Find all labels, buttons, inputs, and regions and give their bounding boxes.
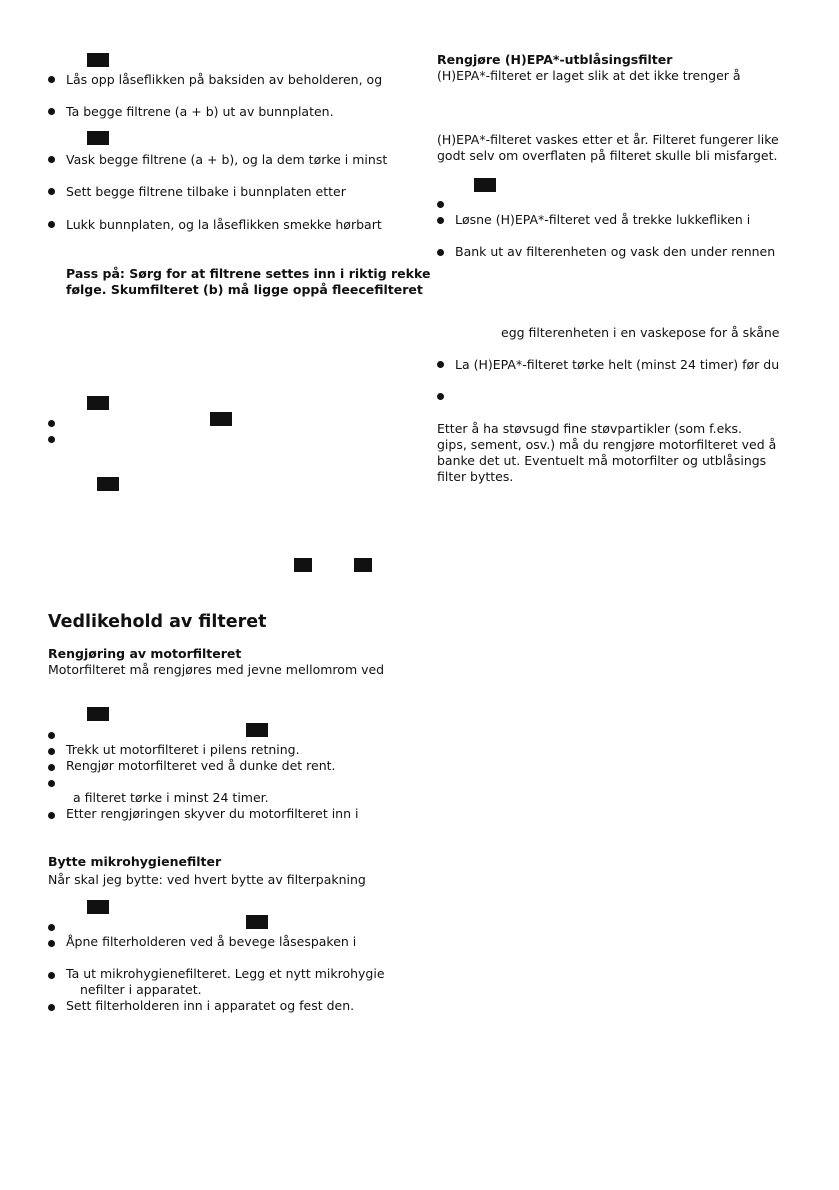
motor-step-pull-out: Trekk ut motorfilteret i pilens retning. [66, 742, 300, 757]
bullet-dot [437, 249, 444, 256]
bullet-dot [48, 748, 55, 755]
micro-filter-title: Bytte mikrohygienefilter [48, 854, 222, 869]
hepa-intro: (H)EPA*-filteret er laget slik at det ikke trenger å [437, 68, 741, 83]
micro-step-replace-line-1: Ta ut mikrohygienefilteret. Legg et nytt mikrohygie [66, 966, 385, 981]
bullet-dot [48, 420, 55, 427]
bullet-dot [48, 188, 55, 195]
hepa-step-loosen: Løsne (H)EPA*-filteret ved å trekke lukkefliken i [455, 212, 751, 227]
section-heading-filter-maintenance: Vedlikehold av filteret [48, 612, 267, 632]
micro-step-replace-line-2: nefilter i apparatet. [80, 982, 202, 997]
hepa-step-wash-bag: egg filterenheten i en vaskepose for å skåne [501, 325, 780, 340]
bullet-dot [48, 940, 55, 947]
bullet-dot [48, 436, 55, 443]
figure-reference-box [474, 178, 496, 192]
bullet-dot [48, 76, 55, 83]
note-order-line-1: Pass på: Sørg for at filtrene settes inn i riktig rekke [66, 266, 431, 281]
bullet-dot [48, 972, 55, 979]
fine-dust-line-1: Etter å ha støvsugd fine støvpartikler (som f.eks. [437, 421, 743, 436]
motor-filter-title: Rengjøring av motorfilteret [48, 646, 242, 661]
micro-step-insert-holder: Sett filterholderen inn i apparatet og fest den. [66, 998, 355, 1013]
bullet-dot [48, 732, 55, 739]
figure-reference-box [87, 707, 109, 721]
bullet-dot [437, 393, 444, 400]
step-unlock-tab: Lås opp låseflikken på baksiden av beholderen, og [66, 72, 383, 87]
note-order-line-2: følge. Skumfilteret (b) må ligge oppå fleecefilteret [66, 282, 423, 297]
bullet-dot [48, 221, 55, 228]
figure-reference-box [87, 900, 109, 914]
step-close-baseplate: Lukk bunnplaten, og la låseflikken smekke hørbart [66, 217, 382, 232]
hepa-wash-line-2: godt selv om overflaten på filteret skulle bli misfarget. [437, 148, 778, 163]
figure-reference-box [246, 723, 268, 737]
figure-reference-box [87, 131, 109, 145]
motor-step-clean: Rengjør motorfilteret ved å dunke det rent. [66, 758, 336, 773]
bullet-dot [48, 764, 55, 771]
bullet-dot [437, 361, 444, 368]
motor-step-reinsert: Etter rengjøringen skyver du motorfilteret inn i [66, 806, 359, 821]
fine-dust-line-2: gips, sement, osv.) må du rengjøre motorfilteret ved å [437, 437, 777, 452]
figure-reference-box [97, 477, 119, 491]
bullet-dot [48, 924, 55, 931]
bullet-dot [48, 1004, 55, 1011]
hepa-step-dry: La (H)EPA*-filteret tørke helt (minst 24 timer) før du [455, 357, 780, 372]
hepa-step-knock-wash: Bank ut av filterenheten og vask den under rennen [455, 244, 776, 259]
bullet-dot [48, 780, 55, 787]
motor-step-dry: a filteret tørke i minst 24 timer. [73, 790, 269, 805]
figure-reference-box [87, 53, 109, 67]
fine-dust-line-3: banke det ut. Eventuelt må motorfilter og utblåsings [437, 453, 767, 468]
bullet-dot [48, 156, 55, 163]
bullet-dot [437, 201, 444, 208]
hepa-wash-line-1: (H)EPA*-filteret vaskes etter et år. Filteret fungerer like [437, 132, 779, 147]
micro-step-open-holder: Åpne filterholderen ved å bevege låsespaken i [66, 934, 357, 949]
hepa-title: Rengjøre (H)EPA*-utblåsingsfilter [437, 52, 673, 67]
micro-filter-intro: Når skal jeg bytte: ved hvert bytte av filterpakning [48, 872, 366, 887]
figure-reference-box [210, 412, 232, 426]
figure-reference-box [294, 558, 312, 572]
bullet-dot [48, 108, 55, 115]
figure-reference-box [354, 558, 372, 572]
step-reinsert-filters: Sett begge filtrene tilbake i bunnplaten etter [66, 184, 346, 199]
fine-dust-line-4: filter byttes. [437, 469, 514, 484]
figure-reference-box [246, 915, 268, 929]
bullet-dot [48, 812, 55, 819]
step-wash-filters: Vask begge filtrene (a + b), og la dem tørke i minst [66, 152, 388, 167]
bullet-dot [437, 217, 444, 224]
figure-reference-box [87, 396, 109, 410]
step-remove-filters: Ta begge filtrene (a + b) ut av bunnplaten. [66, 104, 334, 119]
motor-filter-intro: Motorfilteret må rengjøres med jevne mellomrom ved [48, 662, 385, 677]
